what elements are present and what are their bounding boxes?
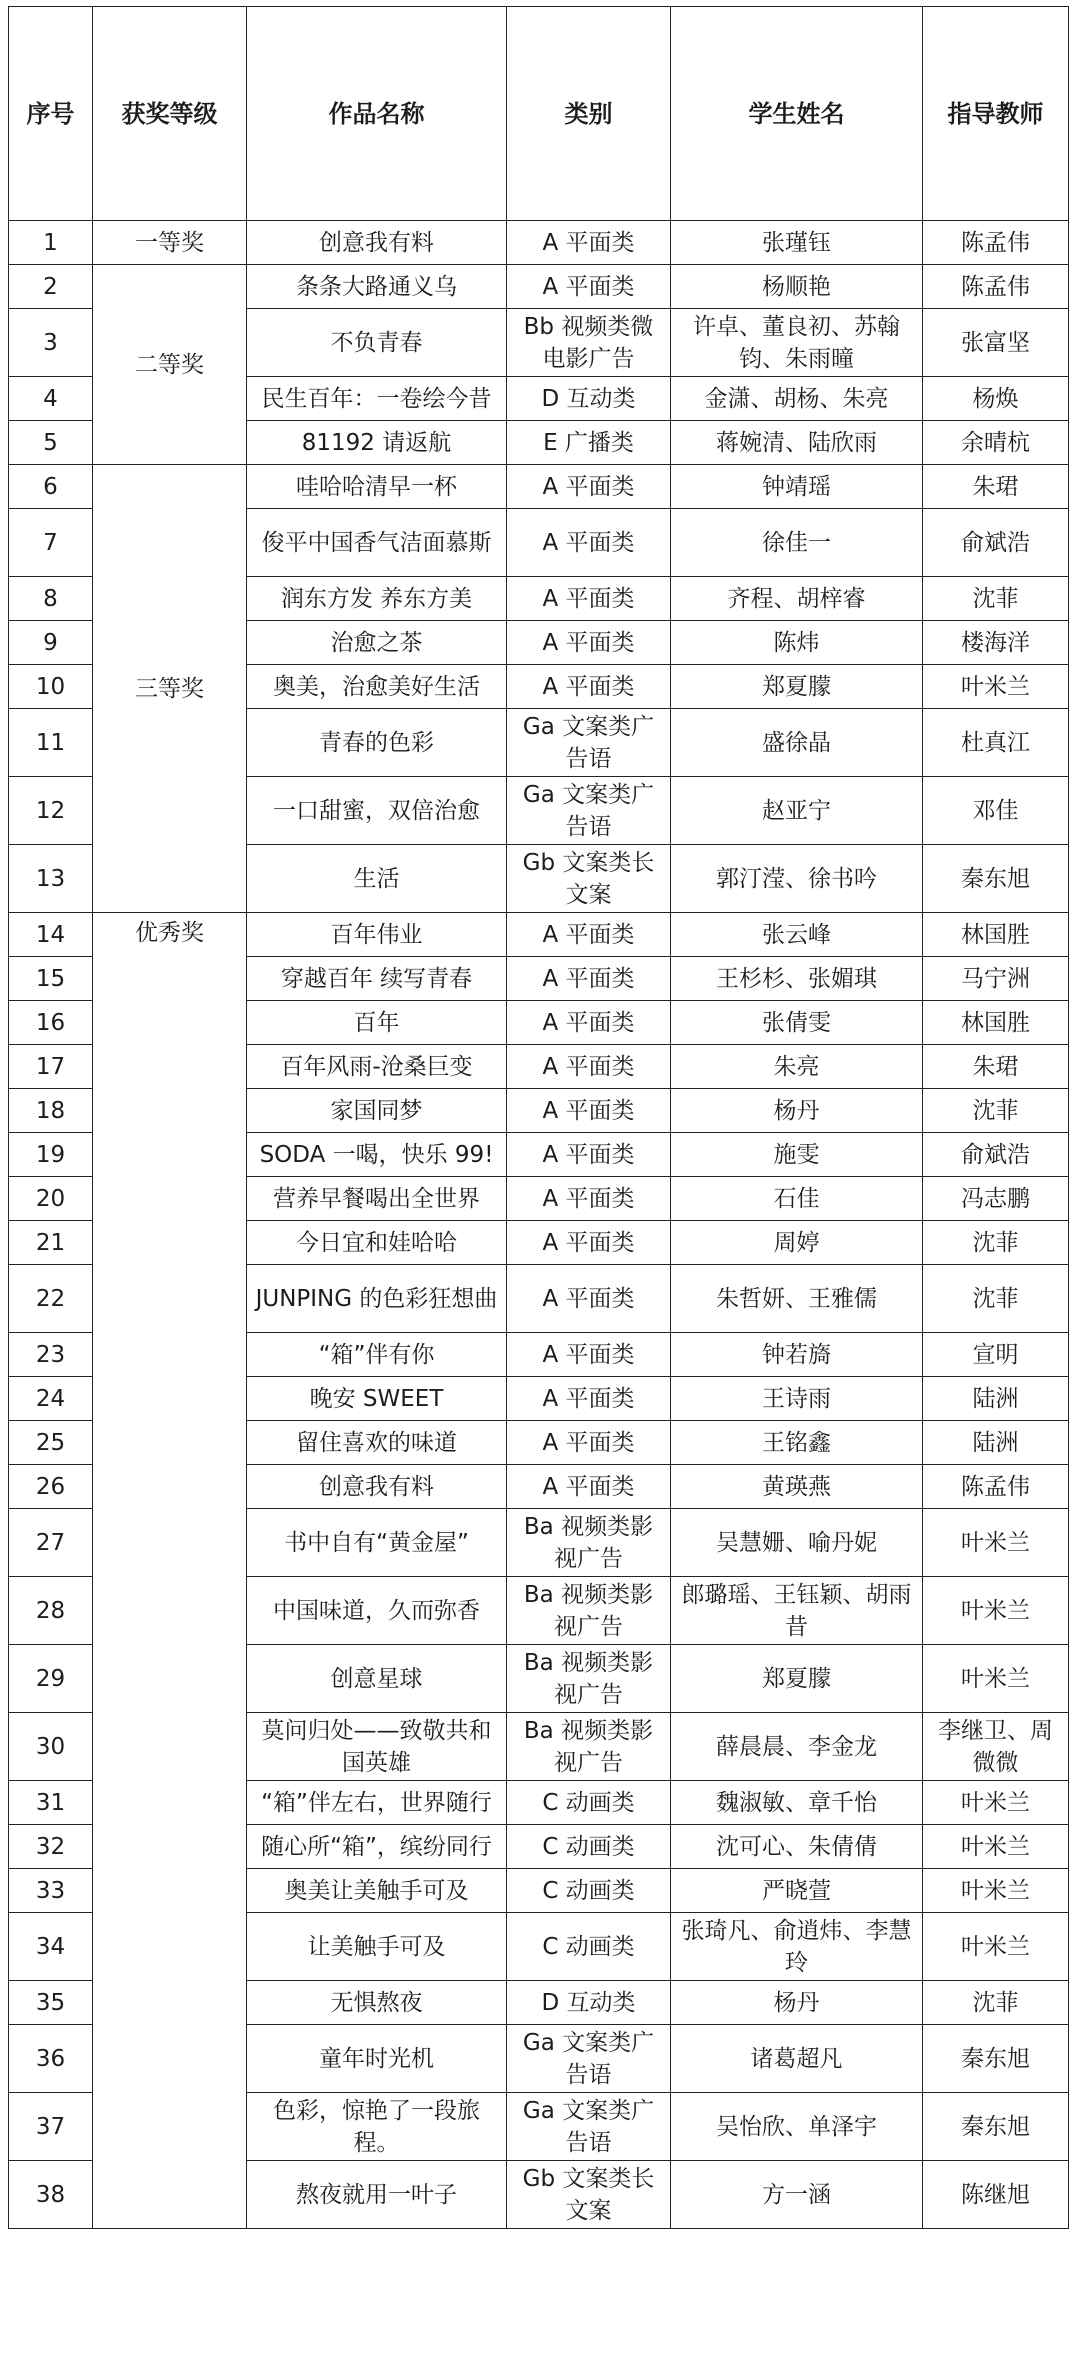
cell-no: 14 [9, 913, 93, 957]
cell-category: A 平面类 [507, 1465, 671, 1509]
cell-teacher: 叶米兰 [923, 1825, 1069, 1869]
cell-students: 赵亚宁 [671, 777, 923, 845]
cell-no: 10 [9, 665, 93, 709]
cell-teacher: 俞斌浩 [923, 1133, 1069, 1177]
header-teacher: 指导教师 [923, 7, 1069, 221]
cell-work-title: 留住喜欢的味道 [247, 1421, 507, 1465]
cell-category: Gb 文案类长文案 [507, 2161, 671, 2229]
cell-students: 陈炜 [671, 621, 923, 665]
header-students: 学生姓名 [671, 7, 923, 221]
cell-students: 金潇、胡杨、朱亮 [671, 377, 923, 421]
cell-teacher: 马宁洲 [923, 957, 1069, 1001]
cell-award-level: 一等奖 [93, 221, 247, 265]
cell-teacher: 冯志鹏 [923, 1177, 1069, 1221]
awards-table-container [8, 6, 1068, 2229]
cell-category: Ga 文案类广告语 [507, 777, 671, 845]
cell-category: A 平面类 [507, 1133, 671, 1177]
cell-no: 32 [9, 1825, 93, 1869]
cell-no: 33 [9, 1869, 93, 1913]
header-award-level: 获奖等级 [93, 7, 247, 221]
cell-students: 蒋婉清、陆欣雨 [671, 421, 923, 465]
cell-teacher: 沈菲 [923, 577, 1069, 621]
cell-category: D 互动类 [507, 377, 671, 421]
cell-work-title: 民生百年：一卷绘今昔 [247, 377, 507, 421]
cell-teacher: 秦东旭 [923, 2025, 1069, 2093]
cell-category: A 平面类 [507, 1221, 671, 1265]
cell-work-title: 童年时光机 [247, 2025, 507, 2093]
cell-category: A 平面类 [507, 1333, 671, 1377]
cell-category: A 平面类 [507, 1265, 671, 1333]
cell-teacher: 陆洲 [923, 1377, 1069, 1421]
cell-students: 张云峰 [671, 913, 923, 957]
cell-students: 方一涵 [671, 2161, 923, 2229]
cell-no: 26 [9, 1465, 93, 1509]
cell-teacher: 陈孟伟 [923, 221, 1069, 265]
cell-category: Ba 视频类影视广告 [507, 1713, 671, 1781]
cell-work-title: 不负青春 [247, 309, 507, 377]
cell-students: 王铭鑫 [671, 1421, 923, 1465]
cell-no: 3 [9, 309, 93, 377]
cell-work-title: 俊平中国香气洁面慕斯 [247, 509, 507, 577]
cell-work-title: 中国味道，久而弥香 [247, 1577, 507, 1645]
cell-work-title: 让美触手可及 [247, 1913, 507, 1981]
cell-students: 施雯 [671, 1133, 923, 1177]
cell-category: Gb 文案类长文案 [507, 845, 671, 913]
cell-students: 郑夏朦 [671, 1645, 923, 1713]
cell-students: 吴慧姗、喻丹妮 [671, 1509, 923, 1577]
awards-table [8, 6, 1069, 2229]
cell-students: 吴怡欣、单泽宇 [671, 2093, 923, 2161]
cell-category: D 互动类 [507, 1981, 671, 2025]
cell-students: 钟若旖 [671, 1333, 923, 1377]
cell-work-title: 随心所“箱”，缤纷同行 [247, 1825, 507, 1869]
cell-teacher: 俞斌浩 [923, 509, 1069, 577]
cell-category: A 平面类 [507, 509, 671, 577]
cell-teacher: 李继卫、周微微 [923, 1713, 1069, 1781]
cell-students: 盛徐晶 [671, 709, 923, 777]
cell-students: 齐程、胡梓睿 [671, 577, 923, 621]
cell-work-title: 熬夜就用一叶子 [247, 2161, 507, 2229]
cell-work-title: “箱”伴左右，世界随行 [247, 1781, 507, 1825]
cell-no: 31 [9, 1781, 93, 1825]
cell-work-title: 无惧熬夜 [247, 1981, 507, 2025]
cell-no: 19 [9, 1133, 93, 1177]
cell-students: 朱哲妍、王雅儒 [671, 1265, 923, 1333]
cell-teacher: 宣明 [923, 1333, 1069, 1377]
cell-no: 21 [9, 1221, 93, 1265]
cell-work-title: 书中自有“黄金屋” [247, 1509, 507, 1577]
cell-work-title: 百年伟业 [247, 913, 507, 957]
cell-work-title: 奥美，治愈美好生活 [247, 665, 507, 709]
cell-teacher: 陆洲 [923, 1421, 1069, 1465]
cell-work-title: 百年风雨-沧桑巨变 [247, 1045, 507, 1089]
cell-category: A 平面类 [507, 913, 671, 957]
cell-students: 郭汀滢、徐书吟 [671, 845, 923, 913]
cell-teacher: 叶米兰 [923, 1913, 1069, 1981]
cell-category: Ga 文案类广告语 [507, 709, 671, 777]
cell-no: 1 [9, 221, 93, 265]
cell-no: 12 [9, 777, 93, 845]
cell-work-title: 百年 [247, 1001, 507, 1045]
cell-students: 石佳 [671, 1177, 923, 1221]
header-no: 序号 [9, 7, 93, 221]
cell-teacher: 叶米兰 [923, 1509, 1069, 1577]
cell-work-title: 润东方发 养东方美 [247, 577, 507, 621]
cell-students: 许卓、董良初、苏翰钧、朱雨曈 [671, 309, 923, 377]
cell-students: 魏淑敏、章千怡 [671, 1781, 923, 1825]
cell-category: E 广播类 [507, 421, 671, 465]
cell-work-title: JUNPING 的色彩狂想曲 [247, 1265, 507, 1333]
table-row [9, 465, 1069, 509]
cell-teacher: 张富坚 [923, 309, 1069, 377]
cell-category: A 平面类 [507, 957, 671, 1001]
cell-teacher: 沈菲 [923, 1981, 1069, 2025]
cell-category: A 平面类 [507, 577, 671, 621]
cell-students: 徐佳一 [671, 509, 923, 577]
cell-award-level: 优秀奖 [93, 913, 247, 2229]
cell-category: A 平面类 [507, 265, 671, 309]
cell-students: 张瑾钰 [671, 221, 923, 265]
cell-no: 5 [9, 421, 93, 465]
cell-category: Bb 视频类微电影广告 [507, 309, 671, 377]
cell-category: Ga 文案类广告语 [507, 2093, 671, 2161]
header-work-title: 作品名称 [247, 7, 507, 221]
cell-no: 23 [9, 1333, 93, 1377]
cell-teacher: 陈继旭 [923, 2161, 1069, 2229]
cell-no: 7 [9, 509, 93, 577]
cell-teacher: 余晴杭 [923, 421, 1069, 465]
table-row [9, 265, 1069, 309]
cell-students: 薛晨晨、李金龙 [671, 1713, 923, 1781]
cell-students: 王诗雨 [671, 1377, 923, 1421]
cell-category: C 动画类 [507, 1781, 671, 1825]
header-row [9, 7, 1069, 221]
cell-category: A 平面类 [507, 621, 671, 665]
cell-category: C 动画类 [507, 1913, 671, 1981]
cell-no: 18 [9, 1089, 93, 1133]
cell-students: 张倩雯 [671, 1001, 923, 1045]
cell-teacher: 叶米兰 [923, 1645, 1069, 1713]
cell-work-title: 家国同梦 [247, 1089, 507, 1133]
cell-category: A 平面类 [507, 1089, 671, 1133]
cell-no: 6 [9, 465, 93, 509]
cell-work-title: 青春的色彩 [247, 709, 507, 777]
cell-no: 8 [9, 577, 93, 621]
cell-teacher: 陈孟伟 [923, 1465, 1069, 1509]
table-row [9, 221, 1069, 265]
cell-no: 28 [9, 1577, 93, 1645]
cell-category: A 平面类 [507, 465, 671, 509]
cell-work-title: 色彩，惊艳了一段旅程。 [247, 2093, 507, 2161]
cell-no: 2 [9, 265, 93, 309]
cell-no: 27 [9, 1509, 93, 1577]
cell-students: 严晓萱 [671, 1869, 923, 1913]
cell-students: 王杉杉、张媚琪 [671, 957, 923, 1001]
cell-no: 36 [9, 2025, 93, 2093]
cell-work-title: 创意星球 [247, 1645, 507, 1713]
cell-category: A 平面类 [507, 1377, 671, 1421]
cell-students: 诸葛超凡 [671, 2025, 923, 2093]
cell-award-level: 二等奖 [93, 265, 247, 465]
cell-category: Ba 视频类影视广告 [507, 1577, 671, 1645]
cell-no: 11 [9, 709, 93, 777]
cell-category: A 平面类 [507, 1177, 671, 1221]
header-category: 类别 [507, 7, 671, 221]
cell-no: 20 [9, 1177, 93, 1221]
cell-teacher: 沈菲 [923, 1265, 1069, 1333]
cell-category: A 平面类 [507, 665, 671, 709]
cell-teacher: 朱珺 [923, 465, 1069, 509]
cell-teacher: 朱珺 [923, 1045, 1069, 1089]
cell-no: 34 [9, 1913, 93, 1981]
cell-work-title: 穿越百年 续写青春 [247, 957, 507, 1001]
cell-award-level: 三等奖 [93, 465, 247, 913]
table-row [9, 913, 1069, 957]
cell-category: A 平面类 [507, 221, 671, 265]
cell-no: 4 [9, 377, 93, 421]
cell-teacher: 邓佳 [923, 777, 1069, 845]
cell-teacher: 秦东旭 [923, 845, 1069, 913]
cell-category: Ba 视频类影视广告 [507, 1645, 671, 1713]
cell-work-title: 治愈之茶 [247, 621, 507, 665]
cell-teacher: 杨焕 [923, 377, 1069, 421]
cell-teacher: 林国胜 [923, 913, 1069, 957]
cell-teacher: 沈菲 [923, 1089, 1069, 1133]
cell-work-title: 营养早餐喝出全世界 [247, 1177, 507, 1221]
cell-no: 17 [9, 1045, 93, 1089]
cell-students: 杨丹 [671, 1089, 923, 1133]
cell-category: A 平面类 [507, 1421, 671, 1465]
cell-teacher: 叶米兰 [923, 1781, 1069, 1825]
cell-students: 张琦凡、俞逍炜、李慧玲 [671, 1913, 923, 1981]
cell-work-title: 今日宜和娃哈哈 [247, 1221, 507, 1265]
cell-category: Ga 文案类广告语 [507, 2025, 671, 2093]
cell-students: 钟靖瑶 [671, 465, 923, 509]
cell-category: C 动画类 [507, 1825, 671, 1869]
cell-category: A 平面类 [507, 1045, 671, 1089]
cell-work-title: 创意我有料 [247, 1465, 507, 1509]
cell-students: 郑夏朦 [671, 665, 923, 709]
cell-students: 黄瑛燕 [671, 1465, 923, 1509]
cell-no: 38 [9, 2161, 93, 2229]
cell-teacher: 叶米兰 [923, 1869, 1069, 1913]
cell-work-title: 条条大路通义乌 [247, 265, 507, 309]
cell-students: 沈可心、朱倩倩 [671, 1825, 923, 1869]
cell-work-title: “箱”伴有你 [247, 1333, 507, 1377]
cell-no: 29 [9, 1645, 93, 1713]
cell-teacher: 沈菲 [923, 1221, 1069, 1265]
cell-work-title: 81192 请返航 [247, 421, 507, 465]
cell-no: 30 [9, 1713, 93, 1781]
cell-teacher: 陈孟伟 [923, 265, 1069, 309]
cell-no: 37 [9, 2093, 93, 2161]
cell-work-title: SODA 一喝，快乐 99! [247, 1133, 507, 1177]
cell-no: 24 [9, 1377, 93, 1421]
cell-students: 朱亮 [671, 1045, 923, 1089]
cell-students: 周婷 [671, 1221, 923, 1265]
cell-category: C 动画类 [507, 1869, 671, 1913]
cell-no: 35 [9, 1981, 93, 2025]
cell-teacher: 叶米兰 [923, 1577, 1069, 1645]
cell-work-title: 莫问归处——致敬共和国英雄 [247, 1713, 507, 1781]
cell-work-title: 奥美让美触手可及 [247, 1869, 507, 1913]
cell-teacher: 叶米兰 [923, 665, 1069, 709]
cell-work-title: 创意我有料 [247, 221, 507, 265]
cell-no: 9 [9, 621, 93, 665]
cell-students: 郎璐瑶、王钰颖、胡雨昔 [671, 1577, 923, 1645]
cell-students: 杨顺艳 [671, 265, 923, 309]
cell-category: A 平面类 [507, 1001, 671, 1045]
cell-no: 25 [9, 1421, 93, 1465]
cell-no: 16 [9, 1001, 93, 1045]
cell-teacher: 杜真江 [923, 709, 1069, 777]
cell-no: 22 [9, 1265, 93, 1333]
cell-teacher: 秦东旭 [923, 2093, 1069, 2161]
cell-students: 杨丹 [671, 1981, 923, 2025]
cell-work-title: 一口甜蜜，双倍治愈 [247, 777, 507, 845]
cell-category: Ba 视频类影视广告 [507, 1509, 671, 1577]
cell-work-title: 晚安 SWEET [247, 1377, 507, 1421]
cell-teacher: 楼海洋 [923, 621, 1069, 665]
cell-no: 15 [9, 957, 93, 1001]
cell-work-title: 哇哈哈清早一杯 [247, 465, 507, 509]
cell-work-title: 生活 [247, 845, 507, 913]
cell-no: 13 [9, 845, 93, 913]
table-body [9, 221, 1069, 2229]
cell-teacher: 林国胜 [923, 1001, 1069, 1045]
